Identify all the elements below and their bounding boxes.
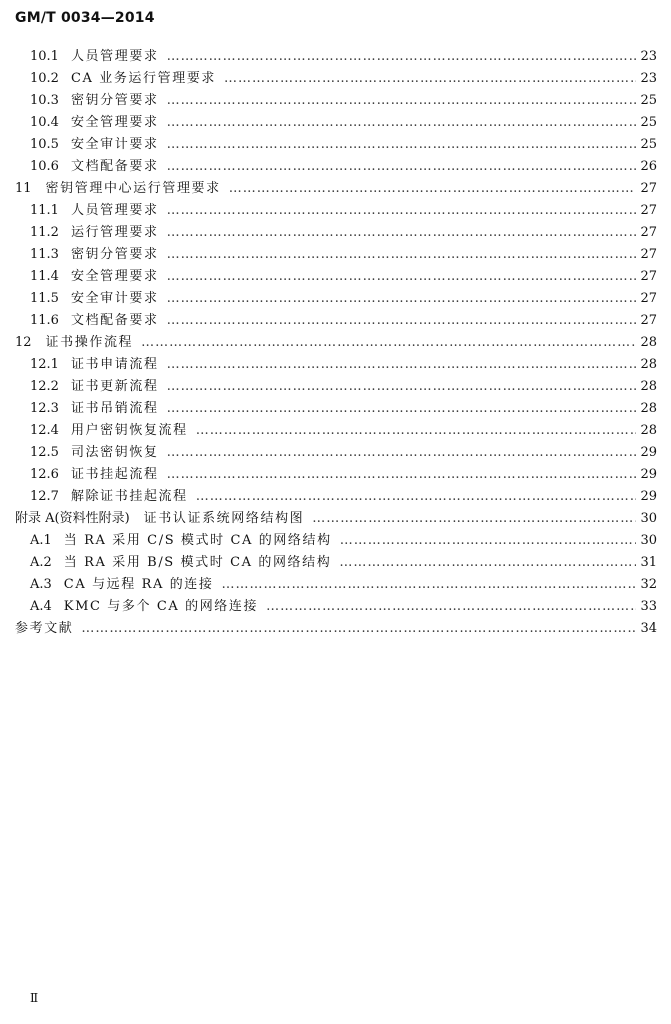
toc-entry-number: 10.3 [30, 93, 59, 108]
toc-entry [0, 178, 671, 200]
toc-entry [0, 134, 671, 156]
toc-leader-dots [167, 398, 637, 420]
toc-entry-title: 司法密钥恢复 [70, 445, 159, 460]
toc-leader-dots [167, 288, 637, 310]
toc-entry-number: 11.6 [30, 313, 59, 328]
toc-entry-title: 人员管理要求 [70, 203, 159, 218]
toc-entry-title: 文档配备要求 [70, 159, 159, 174]
toc-entry [0, 68, 671, 90]
toc-entry-number: 12.6 [30, 467, 59, 482]
toc-entry-page: 32 [640, 577, 657, 592]
toc-entry [0, 508, 671, 530]
toc-leader-dots [229, 178, 637, 200]
toc-entry-page: 30 [640, 533, 657, 548]
toc-entry-title: 安全审计要求 [70, 137, 159, 152]
toc-leader-dots [196, 486, 637, 508]
toc-leader-dots [196, 420, 637, 442]
document-code-header: GM/T 0034—2014 [15, 10, 155, 26]
toc-entry-title: 文档配备要求 [70, 313, 159, 328]
toc-entry-title: 证书更新流程 [70, 379, 159, 394]
toc-entry-page: 29 [640, 445, 657, 460]
toc-leader-dots [167, 244, 637, 266]
toc-entry-number: 12.5 [30, 445, 59, 460]
toc-entry [0, 530, 671, 552]
toc-entry-page: 27 [640, 291, 657, 306]
toc-leader-dots [167, 222, 637, 244]
toc-entry-number: 10.6 [30, 159, 59, 174]
toc-entry-title: 密钥分管要求 [70, 247, 159, 262]
toc-entry [0, 222, 671, 244]
toc-entry-number: 12 [15, 335, 32, 350]
toc-entry [0, 486, 671, 508]
toc-entry-page: 34 [640, 621, 657, 636]
toc-entry-page: 27 [640, 313, 657, 328]
toc-entry-title: 证书挂起流程 [70, 467, 159, 482]
toc-entry-page: 27 [640, 181, 657, 196]
toc-entry-title: 当 RA 采用 B/S 模式时 CA 的网络结构 [63, 555, 332, 570]
toc-entry-page: 28 [640, 357, 657, 372]
toc-entry [0, 420, 671, 442]
toc-leader-dots [167, 354, 637, 376]
toc-entry [0, 46, 671, 68]
toc-entry-title: CA 业务运行管理要求 [70, 71, 217, 86]
toc-entry-page: 23 [640, 71, 657, 86]
toc-entry [0, 200, 671, 222]
toc-entry [0, 288, 671, 310]
toc-leader-dots [141, 332, 636, 354]
toc-entry-number: 12.3 [30, 401, 59, 416]
toc-entry [0, 552, 671, 574]
toc-entry [0, 618, 671, 640]
toc-entry-number: 10.1 [30, 49, 59, 64]
toc-entry [0, 156, 671, 178]
toc-entry-title: KMC 与多个 CA 的网络连接 [63, 599, 259, 614]
toc-leader-dots [224, 68, 636, 90]
toc-entry-page: 29 [640, 489, 657, 504]
toc-entry-page: 25 [640, 93, 657, 108]
toc-entry-title: 安全审计要求 [70, 291, 159, 306]
table-of-contents [0, 46, 671, 640]
toc-leader-dots [167, 464, 637, 486]
toc-entry-number: 11.4 [30, 269, 59, 284]
toc-entry-page: 29 [640, 467, 657, 482]
toc-entry-title: 安全管理要求 [70, 115, 159, 130]
toc-entry [0, 266, 671, 288]
toc-entry-number: A.4 [30, 599, 52, 614]
toc-entry-page: 28 [640, 335, 657, 350]
toc-entry-number: 附录 A(资料性附录) [15, 511, 130, 526]
toc-entry [0, 376, 671, 398]
toc-entry [0, 244, 671, 266]
toc-leader-dots [266, 596, 636, 618]
toc-entry-number: 12.2 [30, 379, 59, 394]
toc-entry [0, 332, 671, 354]
toc-entry-page: 27 [640, 225, 657, 240]
toc-entry-page: 27 [640, 247, 657, 262]
toc-entry-title: 解除证书挂起流程 [70, 489, 188, 504]
toc-entry-number: A.1 [30, 533, 52, 548]
toc-entry-page: 23 [640, 49, 657, 64]
toc-entry-title: 人员管理要求 [70, 49, 159, 64]
toc-entry [0, 398, 671, 420]
toc-entry-title: 运行管理要求 [70, 225, 159, 240]
toc-entry [0, 596, 671, 618]
toc-entry-page: 27 [640, 269, 657, 284]
toc-entry-title: 密钥分管要求 [70, 93, 159, 108]
toc-entry-page: 33 [640, 599, 657, 614]
toc-entry-title: 密钥管理中心运行管理要求 [45, 181, 221, 196]
toc-leader-dots [167, 310, 637, 332]
toc-leader-dots [339, 552, 636, 574]
toc-entry-title: 证书吊销流程 [70, 401, 159, 416]
toc-entry-number: 10.2 [30, 71, 59, 86]
toc-entry-title: 证书认证系统网络结构图 [143, 511, 305, 526]
toc-entry-page: 30 [640, 511, 657, 526]
toc-leader-dots [167, 90, 637, 112]
toc-entry [0, 354, 671, 376]
toc-entry-number: A.3 [30, 577, 52, 592]
toc-entry-page: 31 [640, 555, 657, 570]
toc-entry-title: 用户密钥恢复流程 [70, 423, 188, 438]
toc-leader-dots [167, 156, 637, 178]
toc-entry-number: 12.7 [30, 489, 59, 504]
toc-entry-number: A.2 [30, 555, 52, 570]
toc-leader-dots [167, 266, 637, 288]
toc-leader-dots [167, 200, 637, 222]
page-number-footer: Ⅱ [30, 991, 39, 1005]
toc-leader-dots [167, 112, 637, 134]
toc-entry-number: 11.1 [30, 203, 59, 218]
toc-entry-number: 10.4 [30, 115, 59, 130]
toc-entry-title: CA 与远程 RA 的连接 [63, 577, 214, 592]
toc-entry-page: 28 [640, 379, 657, 394]
toc-leader-dots [167, 376, 637, 398]
toc-entry-number: 11.2 [30, 225, 59, 240]
toc-entry-page: 25 [640, 137, 657, 152]
toc-entry [0, 442, 671, 464]
toc-entry-number: 12.1 [30, 357, 59, 372]
toc-entry-number: 11.5 [30, 291, 59, 306]
toc-entry [0, 574, 671, 596]
toc-entry [0, 90, 671, 112]
toc-leader-dots [81, 618, 636, 640]
toc-entry-page: 28 [640, 401, 657, 416]
toc-entry-page: 26 [640, 159, 657, 174]
toc-entry [0, 112, 671, 134]
toc-leader-dots [167, 442, 637, 464]
toc-entry-page: 25 [640, 115, 657, 130]
toc-entry [0, 464, 671, 486]
toc-entry-title: 参考文献 [15, 621, 74, 636]
toc-leader-dots [312, 508, 636, 530]
toc-leader-dots [167, 46, 637, 68]
toc-entry-number: 10.5 [30, 137, 59, 152]
toc-entry-page: 27 [640, 203, 657, 218]
toc-entry-number: 11.3 [30, 247, 59, 262]
toc-entry-title: 当 RA 采用 C/S 模式时 CA 的网络结构 [63, 533, 332, 548]
toc-entry-title: 证书操作流程 [45, 335, 134, 350]
toc-entry-number: 11 [15, 181, 32, 196]
toc-entry-title: 安全管理要求 [70, 269, 159, 284]
toc-leader-dots [222, 574, 637, 596]
toc-entry-page: 28 [640, 423, 657, 438]
toc-entry-number: 12.4 [30, 423, 59, 438]
toc-leader-dots [340, 530, 637, 552]
toc-entry-title: 证书申请流程 [70, 357, 159, 372]
toc-leader-dots [167, 134, 637, 156]
toc-entry [0, 310, 671, 332]
